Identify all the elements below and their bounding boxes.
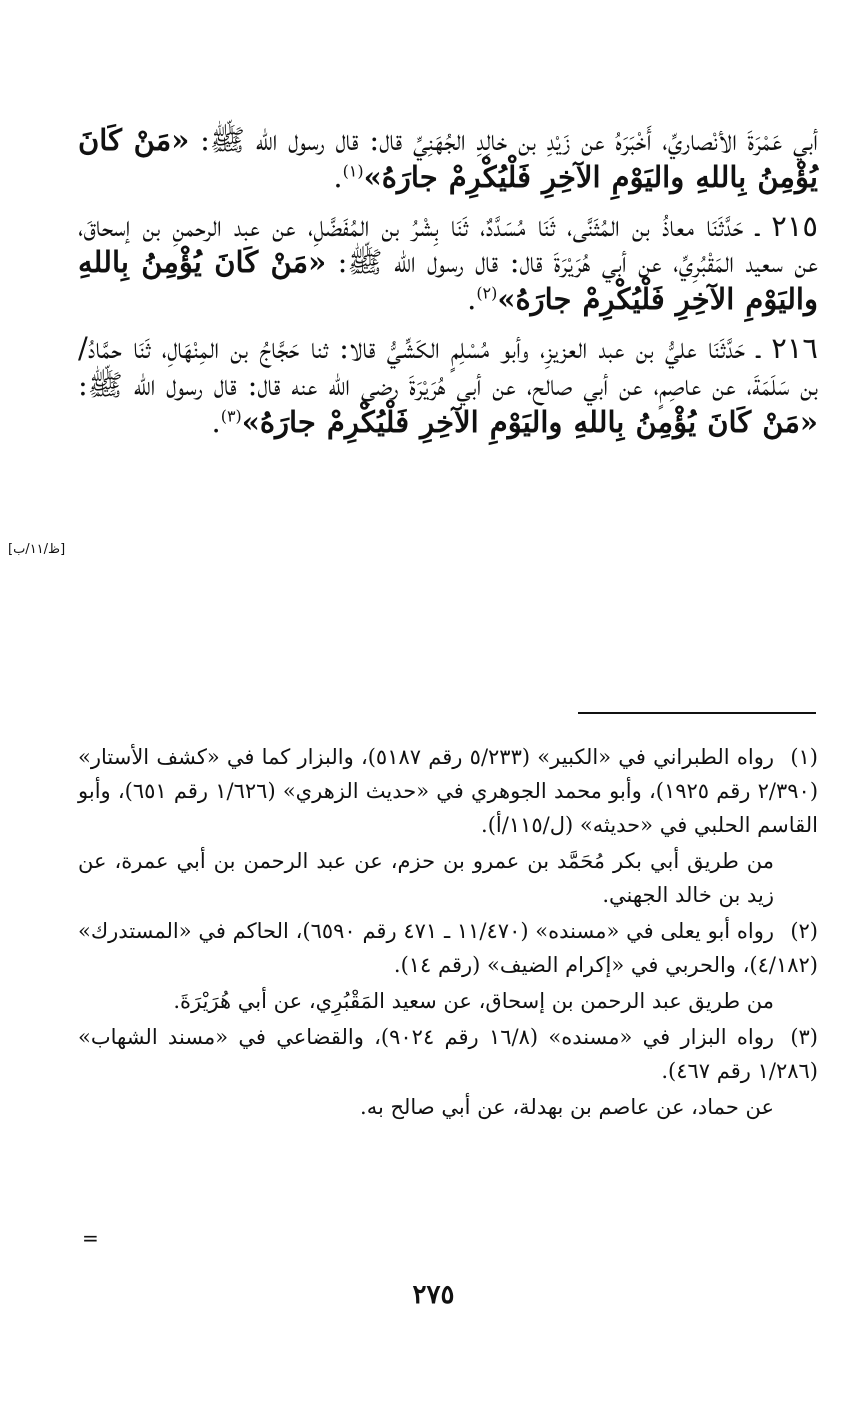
footnote-3 <box>78 1020 818 1088</box>
footnote-number: (٣) <box>790 1025 818 1050</box>
footnote-2 <box>78 914 818 982</box>
paragraph-1 <box>78 122 818 196</box>
paragraph-3 <box>78 330 818 440</box>
footnote-text: رواه البزار في «مسنده» (١٦/٨ رقم ٩٠٢٤)، والقضاعي في «مسند الشهاب» (١/٢٨٦ رقم ٤٦٧). <box>78 1025 818 1084</box>
footnote-text: رواه أبو يعلى في «مسنده» (١١/٤٧٠ ـ ٤٧١ رقم ٦٥٩٠)، الحاكم في «المستدرك» (٤/١٨٢)، والحربي في «إكرام الضيف» (رقم ١٤). <box>78 919 818 978</box>
paragraph-1-text: أبي عَمْرَةَ الأنْصاريِّ، أَخْبَرَهُ عن زَيْدِ بن خالِدِ الجُهَنِيِّ قال: قال رسول الله ﷺ: <box>189 123 818 157</box>
page-number: ٢٧٥ <box>412 1280 455 1310</box>
paragraph-2-end: . <box>467 282 477 317</box>
footnote-number: (٢) <box>790 919 818 944</box>
paragraph-3-text: ٢١٦ ـ حَدَّثَنَا عليُّ بن عبد العزيزِ، وأبو مُسْلِمٍ الكَشِّيُّ قالا: ثنا حَجَّاجُ بن المِنْهَالِ، ثَنَا حمَّادُ/بن سَلَمَةَ، عن عاصِمٍ، عن أبي صالح، عن أبي هُرَيْرَةَ رضي الله عنه قال: قال رسول الله ﷺ: <box>78 331 818 402</box>
paragraph-2-text: ٢١٥ ـ حَدَّثَنَا معاذُ بن المُثَنَّى، ثَنَا مُسَدَّدٌ، ثَنَا بِشْرُ بن المُفَضَّلِ، عن عبد الرحمنِ بن إسحاقَ، عن سعيد المَقْبُرِيِّ، عن أبي هُرَيْرَةَ قال: قال رسول الله ﷺ: <box>78 208 818 280</box>
footnote-separator <box>578 712 816 714</box>
main-text <box>78 122 818 453</box>
footnote-number: (١) <box>790 745 818 769</box>
footnote-1 <box>78 740 818 842</box>
footnote-ref-1[interactable]: (١) <box>342 161 364 181</box>
hadith-quote-2: «مَنْ كَانَ يُؤْمِنُ بِاللهِ واليَوْمِ الآخِرِ فَلْيُكْرِمْ جارَهُ» <box>78 245 818 317</box>
footnote-ref-2[interactable]: (٢) <box>476 283 498 303</box>
paragraph-2 <box>78 208 818 318</box>
hadith-quote-3: «مَنْ كَانَ يُؤْمِنُ بِاللهِ واليَوْمِ الآخِرِ فَلْيُكْرِمْ جارَهُ» <box>241 404 818 439</box>
footnote-2-continuation: من طريق عبد الرحمن بن إسحاق، عن سعيد المَقْبُرِي، عن أبي هُرَيْرَةَ. <box>173 989 774 1014</box>
footnotes <box>78 740 818 1126</box>
footnote-ref-3[interactable]: (٣) <box>220 406 242 426</box>
manuscript-folio-mark: [ظ/١١/ب] <box>8 542 66 557</box>
footnote-text: رواه الطبراني في «الكبير» (٥/٢٣٣ رقم ٥١٨٧)، والبزار كما في «كشف الأستار» (٢/٣٩٠ رقم ١٩٢٥)، وأبو محمد الجوهري في «حديث الزهري» (١/٦٢٦ رقم ٦٥١)، وأبو القاسم الحلبي في «حديثه» (ل/١١٥/أ). <box>78 745 819 838</box>
continuation-mark: = <box>82 1226 99 1250</box>
footnote-1-continuation: من طريق أبي بكر مُحَمَّد بن عمرو بن حزم، عن عبد الرحمن بن أبي عمرة، عن زيد بن خالد الجهني. <box>78 849 774 908</box>
paragraph-1-end: . <box>333 159 343 194</box>
hadith-quote-1: «مَنْ كَانَ يُؤْمِنُ بِاللهِ واليَوْمِ الآخِرِ فَلْيُكْرِمْ جارَهُ» <box>78 123 818 194</box>
paragraph-3-end: . <box>211 404 221 439</box>
footnote-3-continuation: عن حماد، عن عاصم بن بهدلة، عن أبي صالح به. <box>360 1095 774 1120</box>
